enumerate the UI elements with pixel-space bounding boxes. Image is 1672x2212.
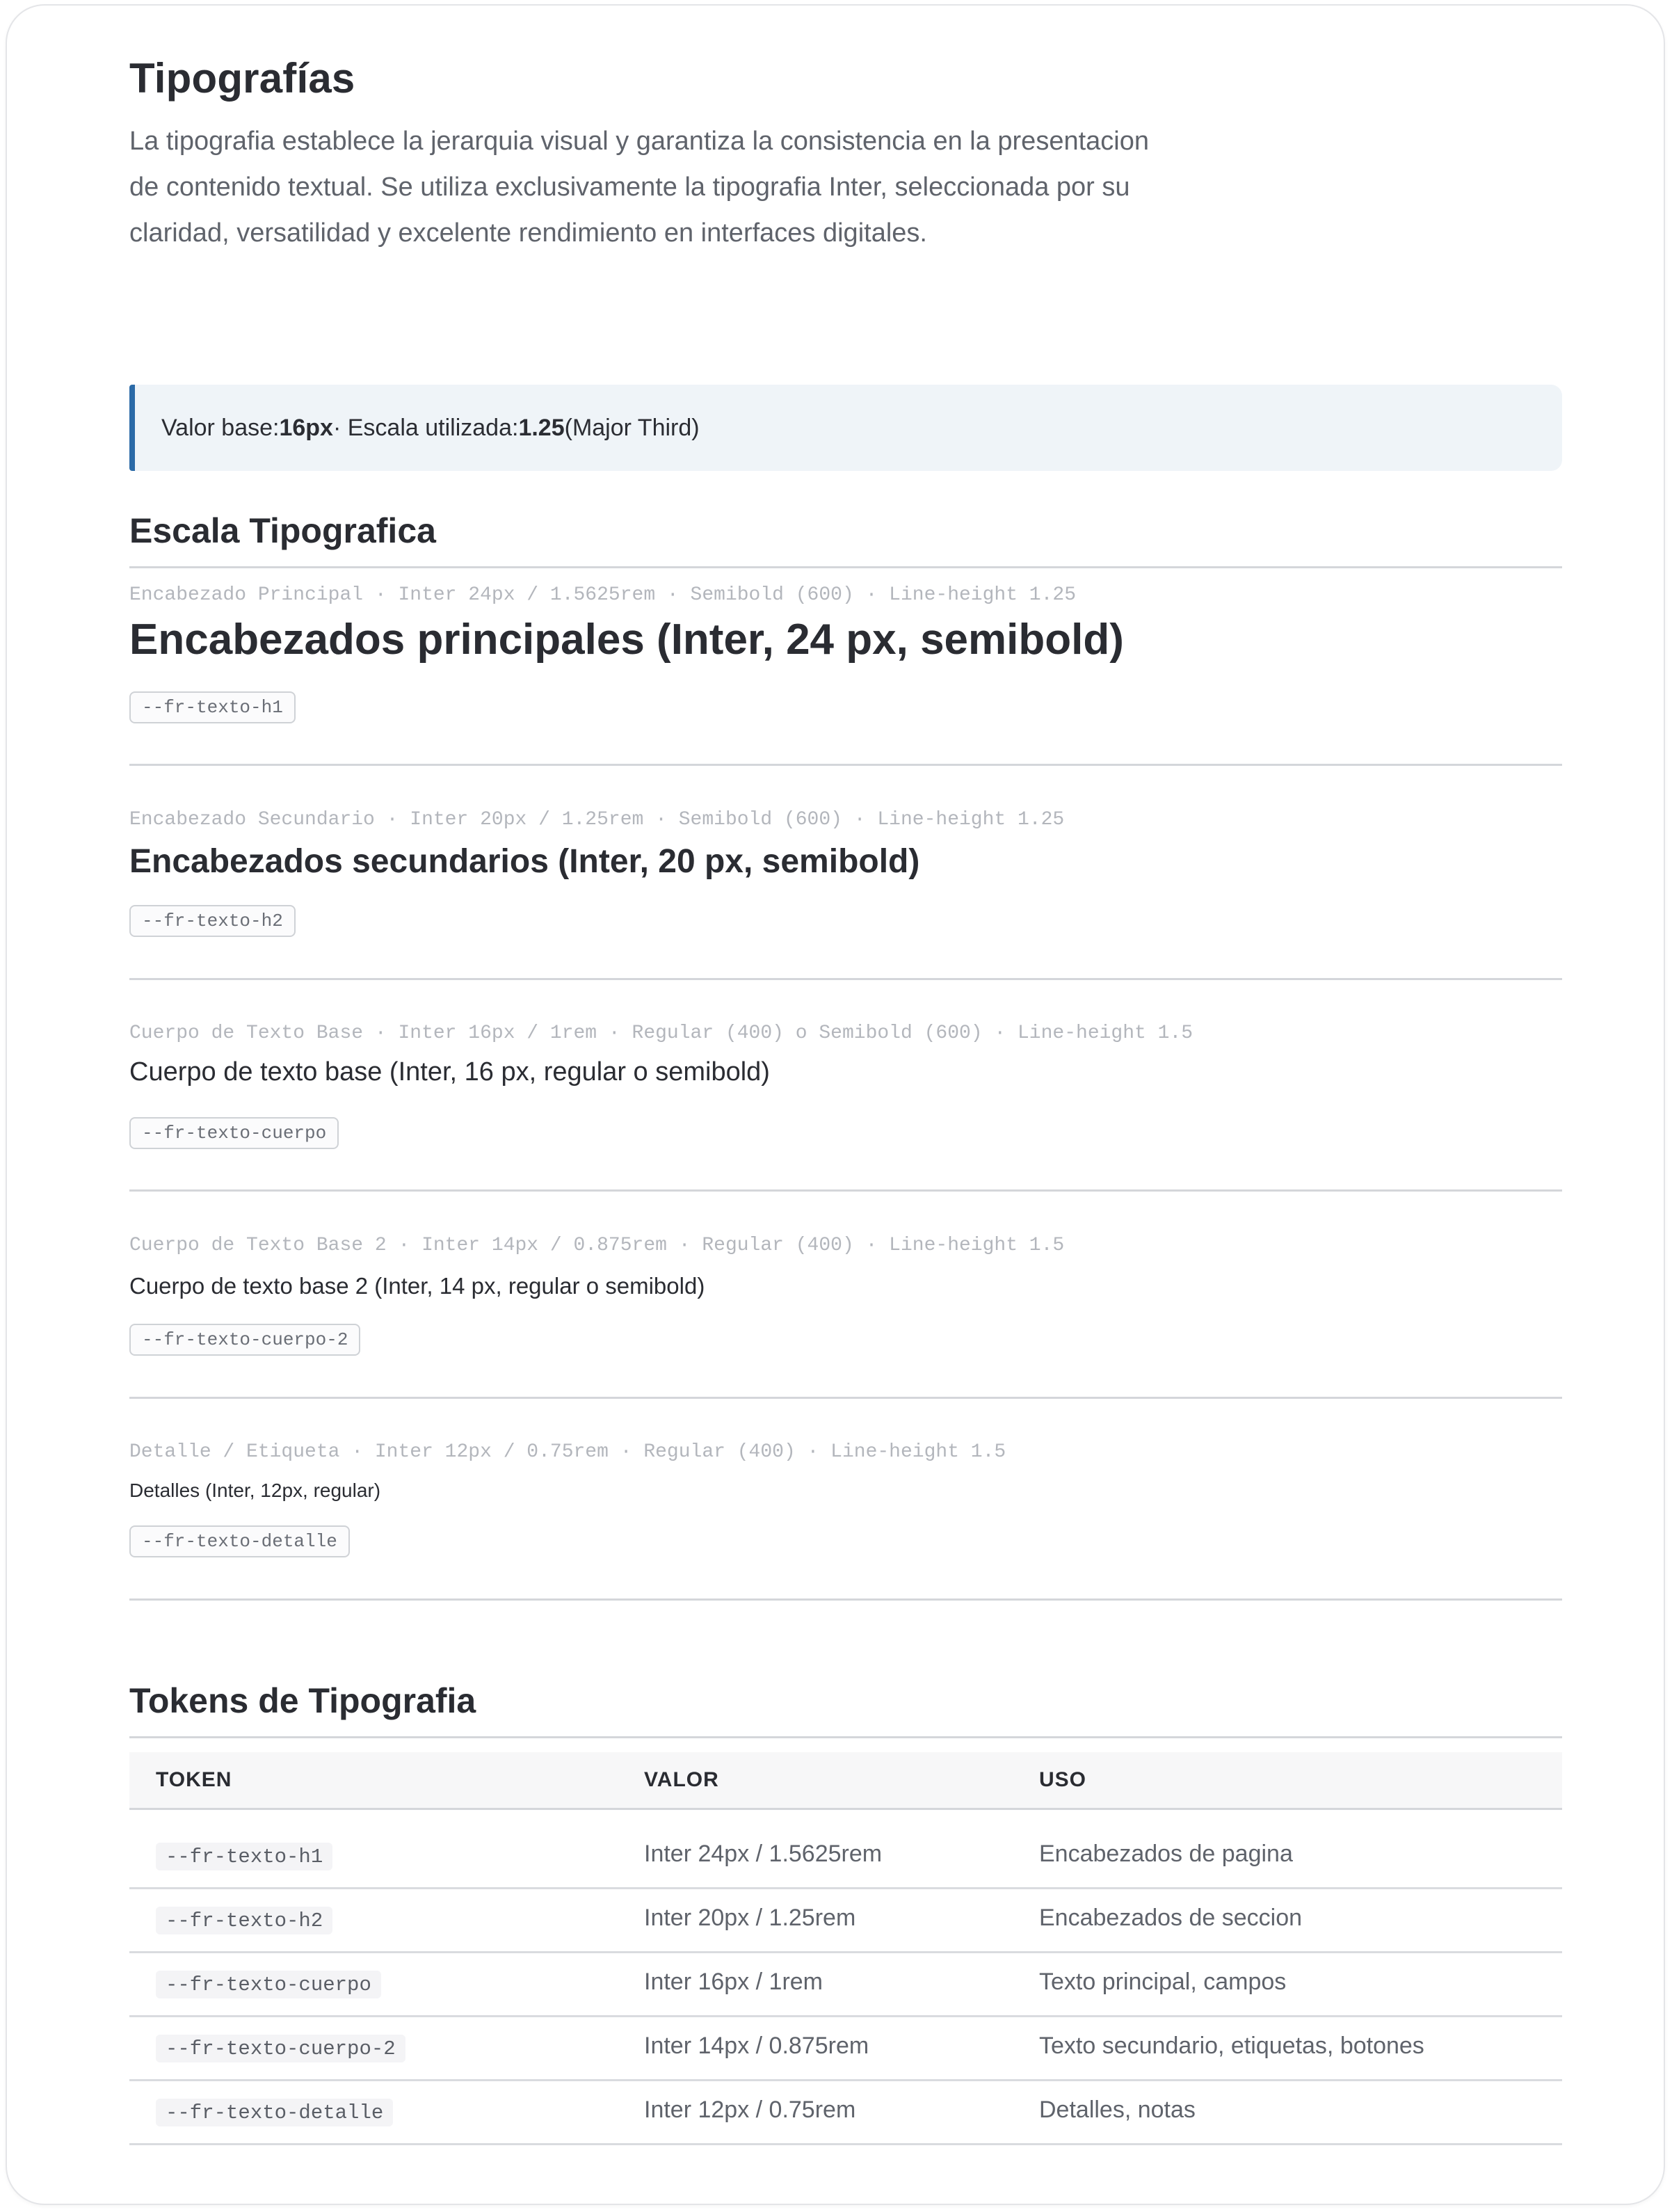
- token-usage: Detalles, notas: [1039, 2097, 1196, 2123]
- token-value: Inter 16px / 1rem: [644, 1969, 823, 1995]
- token-chip: --fr-texto-h2: [129, 905, 296, 937]
- page-title: Tipografías: [129, 55, 355, 102]
- token-chip: --fr-texto-detalle: [129, 1525, 350, 1557]
- token-value: Inter 14px / 0.875rem: [644, 2033, 869, 2059]
- table-row: [129, 1887, 1562, 1953]
- base-scale-callout: [129, 385, 1562, 471]
- item-divider: [129, 1598, 1562, 1601]
- token-usage: Encabezados de seccion: [1039, 1905, 1303, 1931]
- scale-item-sample-body: Cuerpo de texto base (Inter, 16 px, regular o semibold): [129, 1057, 770, 1087]
- typography-card: [6, 4, 1665, 2205]
- scale-item-sample-body-2: Cuerpo de texto base 2 (Inter, 14 px, regular o semibold): [129, 1273, 705, 1299]
- token-usage: Encabezados de pagina: [1039, 1841, 1293, 1867]
- token-value: Inter 20px / 1.25rem: [644, 1905, 856, 1931]
- callout-scale-note: (Major Third): [564, 414, 700, 441]
- token-code: --fr-texto-h1: [156, 1843, 332, 1870]
- item-divider: [129, 978, 1562, 980]
- scale-item-spec: Encabezado Secundario · Inter 20px / 1.25rem · Semibold (600) · Line-height 1.25: [129, 809, 1065, 831]
- scale-item-sample-detail: Detalles (Inter, 12px, regular): [129, 1480, 381, 1501]
- token-usage: Texto secundario, etiquetas, botones: [1039, 2033, 1424, 2059]
- item-divider: [129, 764, 1562, 766]
- table-row: [129, 1951, 1562, 2017]
- table-row: [129, 2015, 1562, 2081]
- token-value: Inter 24px / 1.5625rem: [644, 1841, 883, 1867]
- column-header-valor: VALOR: [644, 1768, 719, 1791]
- intro-paragraph: La tipografia establece la jerarquia visual y garantiza la consistencia en la presentacion de contenido textual. Se utiliza exclusivamente la tipografia Inter, seleccionada por su claridad, versatilidad y excelente rendimiento en interfaces digitales.: [129, 127, 1149, 248]
- section-divider: [129, 1736, 1562, 1738]
- token-code: --fr-texto-cuerpo-2: [156, 2035, 405, 2062]
- tokens-table-header: [129, 1752, 1562, 1810]
- token-value: Inter 12px / 0.75rem: [644, 2097, 856, 2123]
- token-code: --fr-texto-h2: [156, 1907, 332, 1934]
- item-divider: [129, 1189, 1562, 1192]
- table-row: [129, 2079, 1562, 2145]
- callout-base-label: Valor base:: [161, 414, 280, 441]
- callout-scale-value: 1.25: [518, 414, 565, 441]
- scale-item-sample-h2: Encabezados secundarios (Inter, 20 px, semibold): [129, 843, 920, 880]
- scale-item-spec: Cuerpo de Texto Base 2 · Inter 14px / 0.875rem · Regular (400) · Line-height 1.5: [129, 1235, 1065, 1256]
- scale-item-spec: Encabezado Principal · Inter 24px / 1.5625rem · Semibold (600) · Line-height 1.25: [129, 584, 1077, 606]
- table-row: [129, 1823, 1562, 1889]
- token-usage: Texto principal, campos: [1039, 1969, 1287, 1995]
- callout-base-value: 16px: [279, 414, 333, 441]
- token-code: --fr-texto-detalle: [156, 2099, 393, 2126]
- scale-item-spec: Cuerpo de Texto Base · Inter 16px / 1rem · Regular (400) o Semibold (600) · Line-height 1.5: [129, 1023, 1193, 1044]
- callout-scale-label: · Escala utilizada:: [332, 414, 519, 441]
- scale-item-sample-h1: Encabezados principales (Inter, 24 px, semibold): [129, 616, 1124, 664]
- scale-item-spec: Detalle / Etiqueta · Inter 12px / 0.75rem · Regular (400) · Line-height 1.5: [129, 1441, 1006, 1463]
- token-chip: --fr-texto-cuerpo-2: [129, 1324, 360, 1356]
- token-chip: --fr-texto-cuerpo: [129, 1117, 339, 1149]
- column-header-token: TOKEN: [156, 1768, 232, 1791]
- item-divider: [129, 1397, 1562, 1399]
- token-chip: --fr-texto-h1: [129, 691, 296, 723]
- token-code: --fr-texto-cuerpo: [156, 1971, 381, 1998]
- scale-section-title: Escala Tipografica: [129, 511, 436, 550]
- column-header-uso: USO: [1039, 1768, 1087, 1791]
- section-divider: [129, 566, 1562, 568]
- tokens-section-title: Tokens de Tipografia: [129, 1681, 476, 1720]
